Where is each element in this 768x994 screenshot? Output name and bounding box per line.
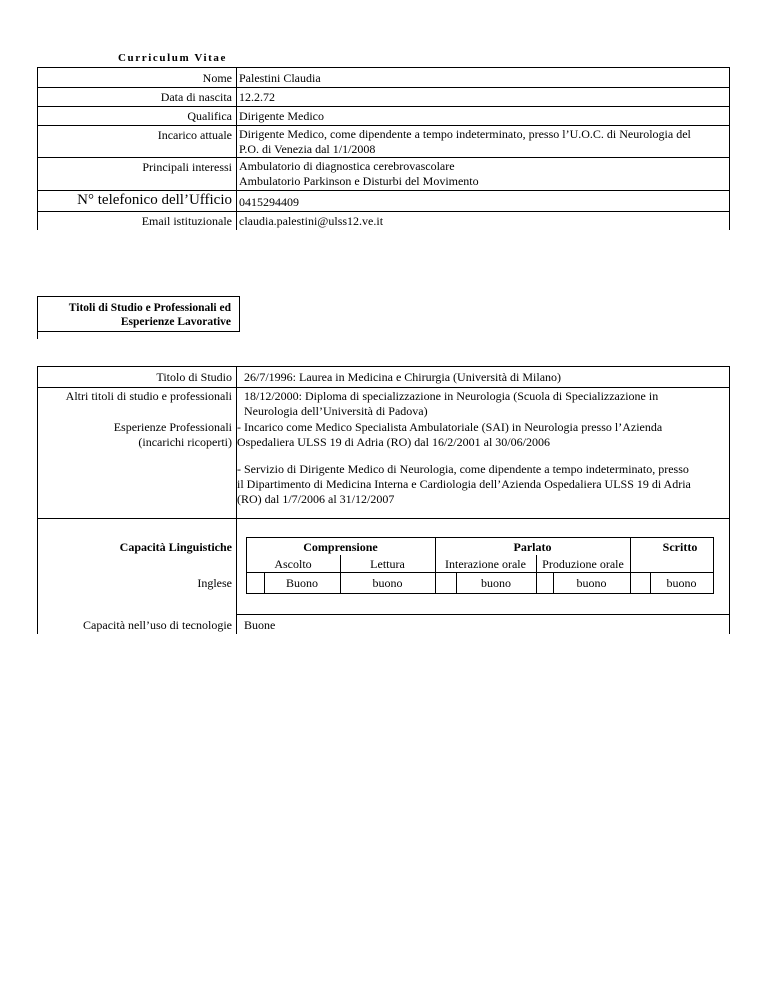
altri-titoli-line2: Neurologia dell’Università di Padova) [244,404,428,418]
esperienza-1-line2: Ospedaliera ULSS 19 di Adria (RO) dal 16/2/2001 al 30/06/2006 [237,435,550,449]
parlato-header: Parlato [513,540,552,554]
nome-label: Nome [202,71,232,85]
scritto-level: buono [666,576,697,590]
incarico-label: Incarico attuale [157,128,232,142]
tecnologie-value: Buone [244,618,276,632]
produzione-header: Produzione orale [542,557,624,571]
lingue-label: Capacità Linguistiche [119,540,232,554]
comprensione-header: Comprensione [303,540,378,554]
section-title-line2: Esperienze Lavorative [120,316,231,328]
telefono-value: 0415294409 [239,195,299,209]
cv-title: Curriculum Vitae [118,52,228,64]
interessi-value-line1: Ambulatorio di diagnostica cerebrovascolare [239,159,455,173]
ascolto-level: Buono [285,576,318,590]
lingua-inglese-label: Inglese [197,576,232,590]
qualifica-value: Dirigente Medico [239,109,324,123]
altri-titoli-line1: 18/12/2000: Diploma di specializzazione in Neurologia (Scuola di Specializzazione in [244,389,659,403]
qualifica-label: Qualifica [187,109,232,123]
section-title-line1: Titoli di Studio e Professionali ed [68,302,231,314]
titolo-studio-label: Titolo di Studio [156,370,232,384]
esperienza-2-line1: - Servizio di Dirigente Medico di Neurologia, come dipendente a tempo indeterminato, presso [237,462,689,476]
altri-titoli-label: Altri titoli di studio e professionali [65,389,232,403]
lettura-header: Lettura [370,557,405,571]
esperienza-2-line2: il Dipartimento di Medicina Interna e Cardiologia dell’Azienda Ospedaliera ULSS 19 di Adria [237,477,691,491]
birthdate-value: 12.2.72 [239,90,275,104]
incarico-value-line2: P.O. di Venezia dal 1/1/2008 [239,142,376,156]
produzione-level: buono [576,576,607,590]
section-title-box [37,296,240,332]
interazione-header: Interazione orale [445,557,526,571]
esperienza-2-line3: (RO) dal 1/7/2006 al 31/12/2007 [237,492,395,506]
esperienza-1-line1: - Incarico come Medico Specialista Ambulatoriale (SAI) in Neurologia presso l’Azienda [237,420,663,434]
tecnologie-label: Capacità nell’uso di tecnologie [83,618,232,632]
email-label: Email istituzionale [141,214,232,228]
incarico-value-line1: Dirigente Medico, come dipendente a tempo indeterminato, presso l’U.O.C. di Neurologia del [239,127,691,141]
esperienze-label-line1: Esperienze Professionali [113,420,232,434]
interessi-value-line2: Ambulatorio Parkinson e Disturbi del Movimento [239,174,479,188]
interazione-level: buono [481,576,511,590]
email-value: claudia.palestini@ulss12.ve.it [239,214,384,228]
nome-value: Palestini Claudia [239,71,321,85]
lettura-level: buono [372,576,403,590]
ascolto-header: Ascolto [274,557,312,571]
titolo-studio-value: 26/7/1996: Laurea in Medicina e Chirurgia (Università di Milano) [244,370,562,384]
birthdate-label: Data di nascita [160,90,232,104]
telefono-label: N° telefonico dell’Ufficio [77,192,232,208]
scritto-header: Scritto [662,540,698,554]
esperienze-label-line2: (incarichi ricoperti) [138,435,232,449]
interessi-label: Principali interessi [142,160,232,174]
